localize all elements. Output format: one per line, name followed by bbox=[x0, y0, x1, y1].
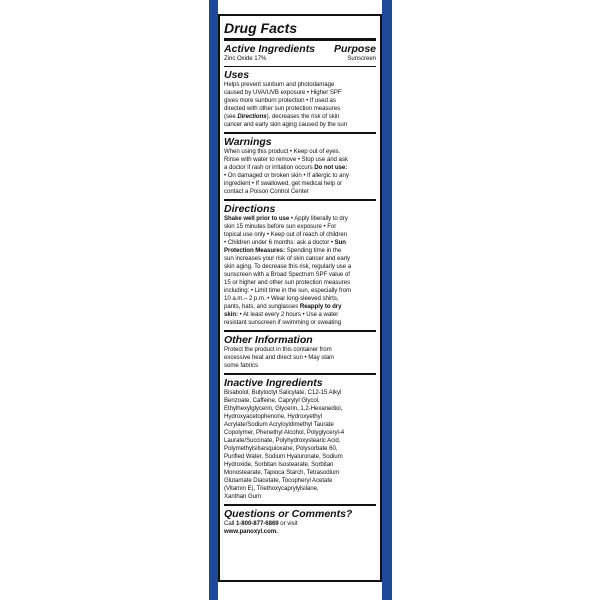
other-information-line: excessive heat and direct sun • May stain bbox=[224, 354, 334, 361]
directions-heading: Directions bbox=[224, 203, 276, 215]
other-information-line: some fabrics bbox=[224, 362, 258, 369]
inactive-line: Copolymer, Phenethyl Alcohol, Polyglyceryl-4 bbox=[224, 429, 345, 436]
inactive-line: Hydroxyacetophenone, Hydroxyethyl bbox=[224, 413, 322, 420]
directions-line: 15 or higher and other sun protection measures bbox=[224, 279, 351, 286]
questions-heading: Questions or Comments? bbox=[224, 508, 353, 520]
directions-line: skin: • At least every 2 hours • Use a water bbox=[224, 311, 339, 318]
active-ingredients-heading: Active Ingredients bbox=[224, 43, 316, 55]
directions-line: resistant sunscreen if swimming or sweating bbox=[224, 319, 342, 326]
other-information-line: Protect the product in this container from bbox=[224, 346, 332, 353]
directions-line: including: • Limit time in the sun, especially from bbox=[224, 287, 351, 294]
uses-line: cancer and early skin aging caused by the sun bbox=[224, 121, 348, 128]
uses-heading: Uses bbox=[224, 69, 250, 81]
drug-facts-box bbox=[218, 14, 382, 582]
inactive-line: Laurate/Succinate, Polyhydroxystearic Acid, bbox=[224, 437, 341, 444]
uses-line: Helps prevent sunburn and photodamage bbox=[224, 81, 335, 88]
questions-line: Call 1-800-877-6869 or visit bbox=[224, 520, 298, 527]
directions-line: 10 a.m.– 2 p.m. • Wear long-sleeved shirts, bbox=[224, 295, 339, 302]
directions-line: • Children under 6 months: ask a doctor • Sun bbox=[224, 239, 346, 246]
active-ingredient: Zinc Oxide 17% bbox=[224, 55, 267, 62]
inactive-line: Purified Water, Sodium Hyaluronate, Sodium bbox=[224, 453, 343, 460]
inactive-line: Glutamate Diacetate, Tocopheryl Acetate bbox=[224, 477, 333, 484]
uses-line: gives more sunburn protection • If used as bbox=[224, 97, 336, 104]
inactive-line: Xanthan Gum bbox=[224, 493, 262, 500]
other-information-section bbox=[224, 332, 376, 375]
uses-section bbox=[224, 67, 376, 134]
directions-line: sun increases your risk of skin cancer and early bbox=[224, 255, 350, 262]
inactive-line: Benzoate, Caffeine, Caprylyl Glycol, bbox=[224, 397, 320, 404]
inactive-line: Acrylate/Sodium Acryloyldimethyl Taurate bbox=[224, 421, 334, 428]
uses-line: (see Directions), decreases the risk of skin bbox=[224, 113, 340, 120]
directions-line: Shake well prior to use • Apply liberally to dry bbox=[224, 215, 348, 222]
questions-section bbox=[224, 506, 376, 539]
inactive-line: Ethylhexylglycerin, Glycerin, 1,2-Hexanediol, bbox=[224, 405, 343, 412]
inactive-ingredients-heading: Inactive Ingredients bbox=[224, 377, 323, 389]
warnings-line: Rinse with water to remove • Stop use and ask bbox=[224, 156, 348, 163]
other-information-heading: Other Information bbox=[224, 334, 313, 346]
purpose-heading: Purpose bbox=[333, 43, 376, 55]
inactive-line: Bisabolol, Butyloctyl Salicylate, C12-15 Alkyl bbox=[224, 389, 342, 396]
left-blue-band bbox=[209, 0, 218, 600]
right-blue-band bbox=[382, 0, 392, 600]
directions-line: topical use only • Keep out of reach of children bbox=[224, 231, 348, 238]
directions-line: skin aging. To decrease this risk, regularly use a bbox=[224, 263, 352, 270]
drug-facts-title: Drug Facts bbox=[224, 20, 376, 41]
inactive-line: Hydroxide, Sorbitan Isostearate, Sorbitan bbox=[224, 461, 334, 468]
directions-line: skin 15 minutes before sun exposure • For bbox=[224, 223, 337, 230]
website-link: www.panoxyl.com. bbox=[224, 528, 278, 535]
warnings-line: contact a Poison Control Center bbox=[224, 188, 309, 195]
warnings-line: a doctor if rash or irritation occurs Do not use: bbox=[224, 164, 348, 171]
purpose-value: Sunscreen bbox=[347, 55, 376, 62]
directions-line: sunscreen with a Broad Spectrum SPF value of bbox=[224, 271, 350, 278]
warnings-line: • On damaged or broken skin • If allergic to any bbox=[224, 172, 349, 179]
uses-line: directed with other sun protection measures bbox=[224, 105, 341, 112]
warnings-section bbox=[224, 134, 376, 201]
directions-section bbox=[224, 201, 376, 332]
directions-line: pants, hats, and sunglasses Reapply to dry bbox=[224, 303, 342, 310]
inactive-line: Monostearate, Tapioca Starch, Tetrasodium bbox=[224, 469, 340, 476]
phone-number: 1-800-877-6869 bbox=[235, 520, 279, 527]
warnings-line: ingredient • If swallowed, get medical help or bbox=[224, 180, 343, 187]
inactive-ingredients-section bbox=[224, 375, 376, 506]
inactive-line: Polymethylsilsesquioxane, Polysorbate 60, bbox=[224, 445, 338, 452]
warnings-heading: Warnings bbox=[224, 136, 272, 148]
active-ingredients-section bbox=[224, 41, 376, 67]
inactive-line: (Vitamin E), Triethoxycaprylylsilane, bbox=[224, 485, 319, 492]
uses-line: caused by UVA/UVB exposure • Higher SPF bbox=[224, 89, 342, 96]
directions-line: Protection Measures: Spending time in the bbox=[224, 247, 342, 254]
warnings-line: When using this product • Keep out of eyes. bbox=[224, 148, 341, 155]
